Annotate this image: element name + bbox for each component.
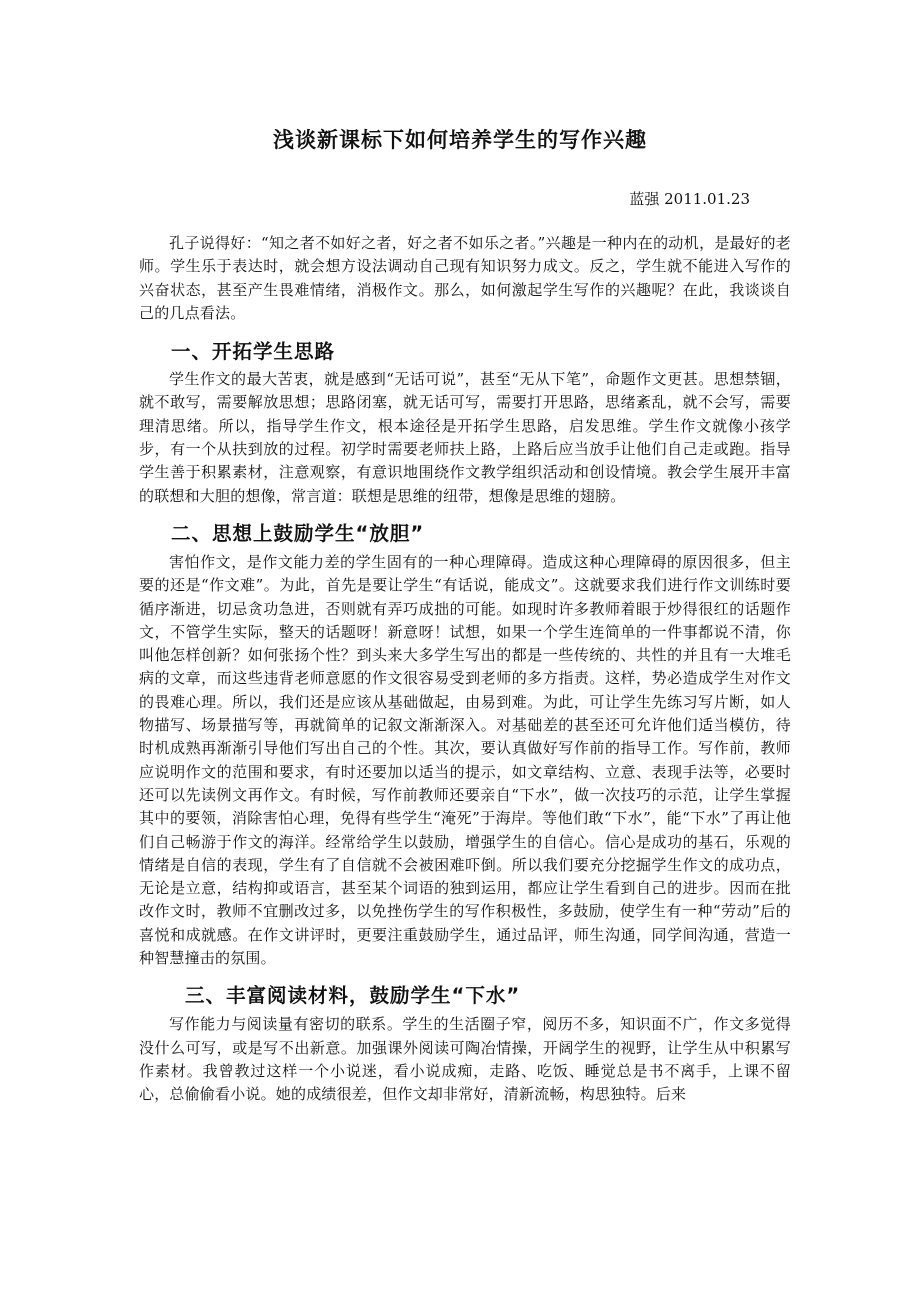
author-date: 蓝强 2011.01.23 [629,190,750,208]
document-body [139,232,791,1107]
document-title: 浅谈新课标下如何培养学生的写作兴趣 [273,128,647,152]
section-3-body: 写作能力与阅读量有密切的联系。学生的生活圈子窄，阅历不多，知识面不广，作文多觉得没什么可写，或是写不出新意。加强课外阅读可陶冶情操，开阔学生的视野，让学生从中积累写作素材。我曾教过这样一个小说迷，看小说成痴，走路、吃饭、睡觉总是书不离手，上课不留心，总偷偷看小说。她的成绩很差，但作文却非常好，清新流畅，构思独特。后来 [139,1015,791,1104]
section-3-heading: 三、丰富阅读材料，鼓励学生“下水” [185,984,521,1008]
intro-paragraph: 孔子说得好：“知之者不如好之者，好之者不如乐之者。”兴趣是一种内在的动机，是最好的老师。学生乐于表达时，就会想方设法调动自己现有知识努力成文。反之，学生就不能进入写作的兴奋状态，甚至产生畏难情绪，消极作文。那么，如何激起学生写作的兴趣呢？在此，我谈谈自己的几点看法。 [139,234,791,322]
section-1-body: 学生作文的最大苦衷，就是感到“无话可说”，甚至“无从下笔”，命题作文更甚。思想禁锢，就不敢写，需要解放思想；思路闭塞，就无话可写，需要打开思路，思绪紊乱，就不会写，需要理清思绪。所以，指导学生作文，根本途径是开拓学生思路，启发思维。学生作文就像小孩学步，有一个从扶到放的过程。初学时需要老师扶上路，上路后应当放手让他们自己走或跑。指导学生善于积累素材，注意观察，有意识地围绕作文教学组织活动和创设情境。教会学生展开丰富的联想和大胆的想像，常言道：联想是思维的纽带，想像是思维的翅膀。 [139,370,791,505]
section-2-heading: 二、思想上鼓励学生“放胆” [171,521,425,545]
section-1-heading: 一、开拓学生思路 [171,340,336,364]
section-2-body: 害怕作文，是作文能力差的学生固有的一种心理障碍。造成这种心理障碍的原因很多，但主要的还是“作文难”。为此，首先是要让学生“有话说，能成文”。这就要求我们进行作文训练时要循序渐进，切忌贪功急进，否则就有弄巧成拙的可能。如现时许多教师着眼于炒得很红的话题作文，不管学生实际，整天的话题呀！新意呀！试想，如果一个学生连简单的一件事都说不清，你叫他怎样创新？如何张扬个性？到头来大多学生写出的都是一些传统的、共性的并且有一大堆毛病的文章，而这些违背老师意愿的作文很容易受到老师的多方指责。这样，势必造成学生对作文的畏难心理。所以，我们还是应该从基础做起，由易到难。为此，可让学生先练习写片断，如人物描写、场景描写等，再就简单的记叙文渐渐深入。对基础差的甚至还可允许他们适当模仿，待时机成熟再渐渐引导他们写出自己的个性。其次，要认真做好写作前的指导工作。写作前，教师应说明作文的范围和要求，有时还要加以适当的提示，如文章结构、立意、表现手法等，必要时还可以先读例文再作文。有时候，写作前教师还要亲自“下水”，做一次技巧的示范，让学生掌握其中的要领，消除害怕心理，免得有些学生“淹死”于海岸。等他们敢“下水”，能“下水”了再让他们自己畅游于作文的海洋。经常给学生以鼓励，增强学生的自信心。信心是成功的基石，乐观的情绪是自信的表现，学生有了自信就不会被困难吓倒。所以我们要充分挖掘学生作文的成功点，无论是立意，结构抑或语言，甚至某个词语的独到运用，都应让学生看到自己的进步。因而在批改作文时，教师不宜删改过多，以免挫伤学生的写作积极性，多鼓励，使学生有一种“劳动”后的喜悦和成就感。在作文讲评时，更要注重鼓励学生，通过品评，师生沟通，同学间沟通，营造一种智慧撞击的氛围。 [139,552,791,968]
